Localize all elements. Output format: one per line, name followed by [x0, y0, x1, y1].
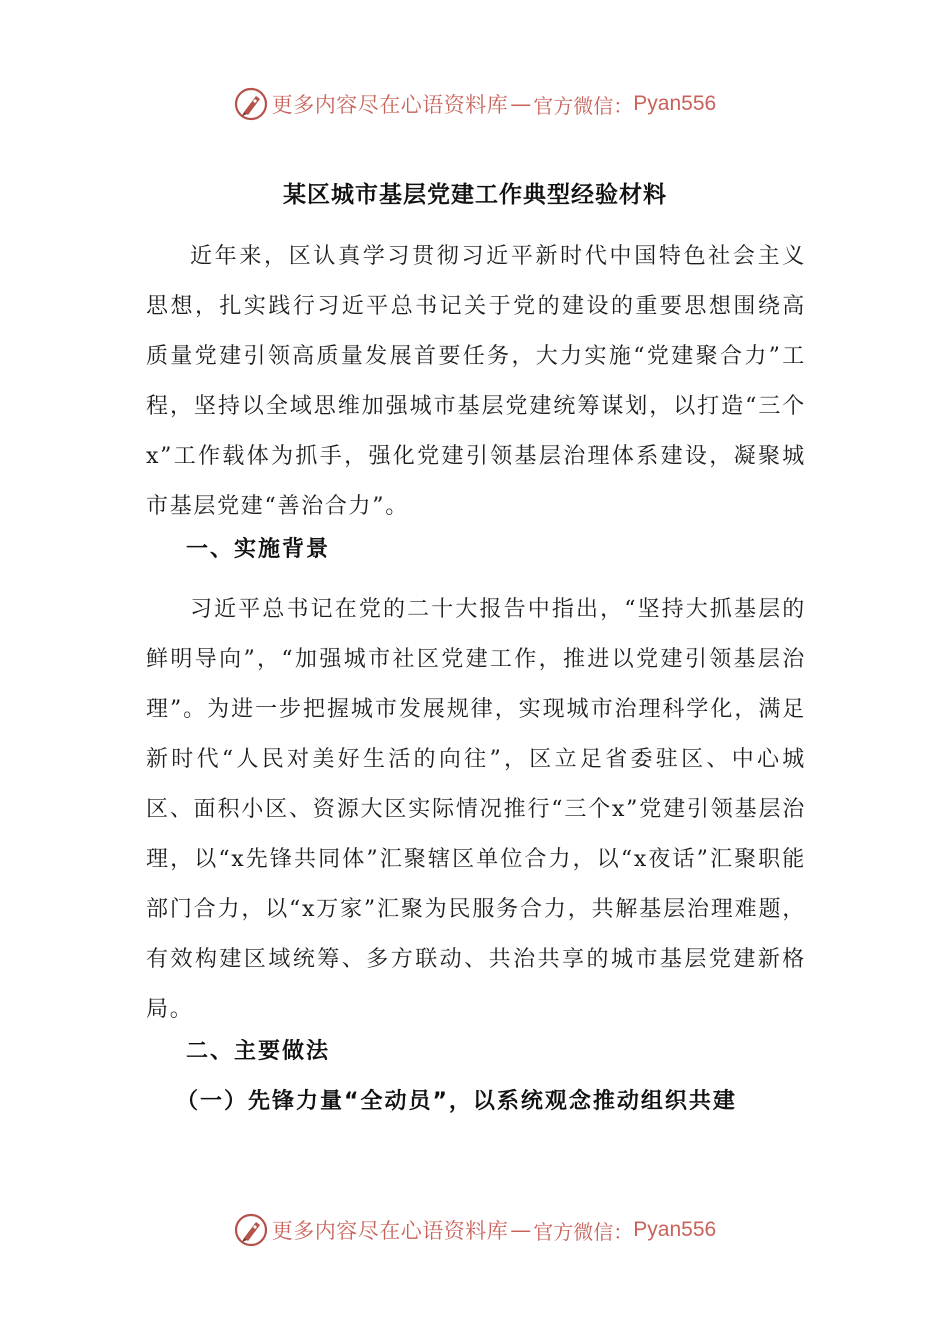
banner-dash: — [510, 92, 532, 116]
section-2-heading: 二、主要做法 [186, 1039, 331, 1064]
banner-slogan: 更多内容尽在心语资料库 [271, 93, 509, 117]
footer-banner [0, 1210, 950, 1250]
pen-nib-circle-icon [234, 1213, 268, 1247]
subsection-1-heading: （一）先锋力量“全动员”，以系统观念推动组织共建 [176, 1089, 737, 1114]
section-1-paragraph: 习近平总书记在党的二十大报告中指出，“坚持大抓基层的鲜明导向”，“加强城市社区党建工作，推进以党建引领基层治理”。为进一步把握城市发展规律，实现城市治理科学化，满足新时代“人民对美好生活的向往”，区立足省委驻区、中心城区、面积小区、资源大区实际情况推行“三个x”党建引领基层治理，以“x先锋共同体”汇聚辖区单位合力，以“x夜话”汇聚职能部门合力，以“x万家”汇聚为民服务合力，共解基层治理难题，有效构建区域统筹、多方联动、共治共享的城市基层党建新格局。 [146, 597, 806, 1022]
document-title: 某区城市基层党建工作典型经验材料 [283, 182, 667, 208]
banner-wechat-id: Pyan556 [633, 1218, 717, 1241]
banner-dash: — [510, 1218, 532, 1242]
banner-slogan: 更多内容尽在心语资料库 [271, 1219, 509, 1243]
header-banner [0, 84, 950, 124]
pen-nib-circle-icon [234, 87, 268, 121]
intro-paragraph: 近年来，区认真学习贯彻习近平新时代中国特色社会主义思想，扎实践行习近平总书记关于党的建设的重要思想围绕高质量党建引领高质量发展首要任务，大力实施“党建聚合力”工程，坚持以全域思维加强城市基层党建统筹谋划，以打造“三个x”工作载体为抓手，强化党建引领基层治理体系建设，凝聚城市基层党建“善治合力”。 [146, 244, 806, 519]
section-1-heading: 一、实施背景 [186, 537, 331, 562]
banner-wechat-id: Pyan556 [633, 92, 717, 115]
banner-wechat-label: 官方微信： [533, 1219, 634, 1244]
banner-wechat-label: 官方微信： [533, 93, 634, 118]
